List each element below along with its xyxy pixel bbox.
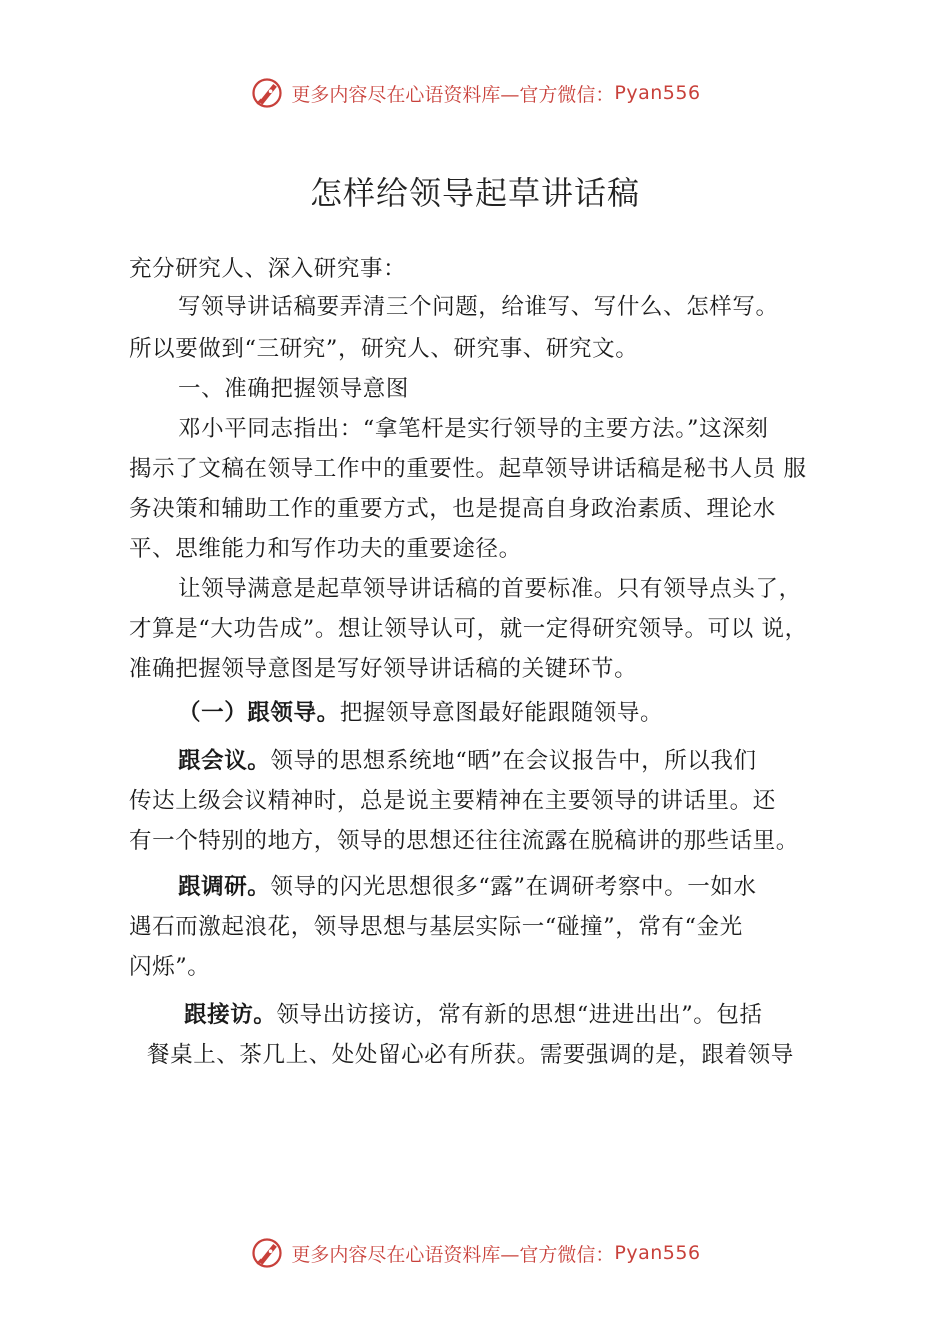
header-watermark-banner	[0, 73, 950, 113]
line-text: 才算是“大功告成”。想让领导认可，就一定得研究领导。可以 说，	[129, 616, 808, 642]
paragraph-lead-heading: 跟会议。	[178, 748, 271, 774]
line-text: 传达上级会议精神时，总是说主要精神在主要领导的讲话里。还	[129, 788, 776, 814]
line-text: 领导的思想系统地“晒”在会议报告中，所以我们	[270, 748, 757, 774]
document-title: 怎样给领导起草讲话稿	[309, 174, 640, 212]
text-line	[129, 912, 743, 942]
line-text: 领导的闪光思想很多“露”在调研考察中。一如水	[270, 874, 757, 900]
line-text: 所以要做到“三研究”，研究人、研究事、研究文。	[129, 336, 639, 362]
line-text: 充分研究人、深入研究事：	[129, 256, 407, 282]
line-text: 邓小平同志指出：“拿笔杆是实行领导的主要方法。”这深刻	[178, 416, 769, 442]
text-line	[129, 654, 637, 684]
line-text: 遇石而激起浪花，领导思想与基层实际一“碰撞”，常有“金光	[129, 914, 743, 940]
text-line	[129, 534, 522, 564]
pen-nib-logo-icon	[249, 1235, 285, 1271]
banner-wechat-id: Pyan556	[614, 1242, 701, 1264]
text-line	[147, 1040, 794, 1070]
banner-wechat-id: Pyan556	[614, 82, 701, 104]
line-text: 一、准确把握领导意图	[178, 376, 410, 402]
text-line	[129, 952, 210, 982]
text-line	[178, 292, 779, 322]
footer-watermark-banner	[0, 1233, 950, 1273]
text-line	[178, 374, 409, 404]
text-line	[178, 698, 663, 728]
text-line	[184, 1000, 763, 1030]
line-text: 准确把握领导意图是写好领导讲话稿的关键环节。	[129, 656, 638, 682]
text-line	[129, 454, 807, 484]
line-text: 把握领导意图最好能跟随领导。	[339, 700, 664, 726]
line-text: 平、思维能力和写作功夫的重要途径。	[129, 536, 522, 562]
paragraph-lead-heading: 跟接访。	[184, 1002, 277, 1028]
line-text: 有一个特别的地方，领导的思想还往往流露在脱稿讲的那些话里。	[129, 828, 799, 854]
paragraph-lead-heading: （一）跟领导。	[178, 700, 340, 726]
text-line	[129, 334, 638, 364]
pen-nib-logo-icon	[249, 75, 285, 111]
text-line	[178, 574, 802, 604]
banner-text: 更多内容尽在心语资料库—官方微信：	[291, 83, 615, 106]
line-text: 务决策和辅助工作的重要方式，也是提高自身政治素质、理论水	[129, 496, 776, 522]
line-text: 餐桌上、茶几上、处处留心必有所获。需要强调的是，跟着领导	[147, 1042, 794, 1068]
text-line	[129, 494, 776, 524]
line-text: 闪烁”。	[129, 954, 211, 980]
text-line	[129, 826, 799, 856]
banner-text: 更多内容尽在心语资料库—官方微信：	[291, 1243, 615, 1266]
text-line	[129, 254, 406, 284]
text-line	[129, 614, 808, 644]
text-line	[129, 786, 776, 816]
line-text: 让领导满意是起草领导讲话稿的首要标准。只有领导点头了，	[178, 576, 802, 602]
line-text: 揭示了文稿在领导工作中的重要性。起草领导讲话稿是秘书人员 服	[129, 456, 807, 482]
text-line	[178, 746, 757, 776]
line-text: 写领导讲话稿要弄清三个问题，给谁写、写什么、怎样写。	[178, 294, 779, 320]
paragraph-lead-heading: 跟调研。	[178, 874, 271, 900]
line-text: 领导出访接访，常有新的思想“进进出出”。包括	[276, 1002, 763, 1028]
text-line	[178, 414, 768, 444]
text-line	[178, 872, 757, 902]
